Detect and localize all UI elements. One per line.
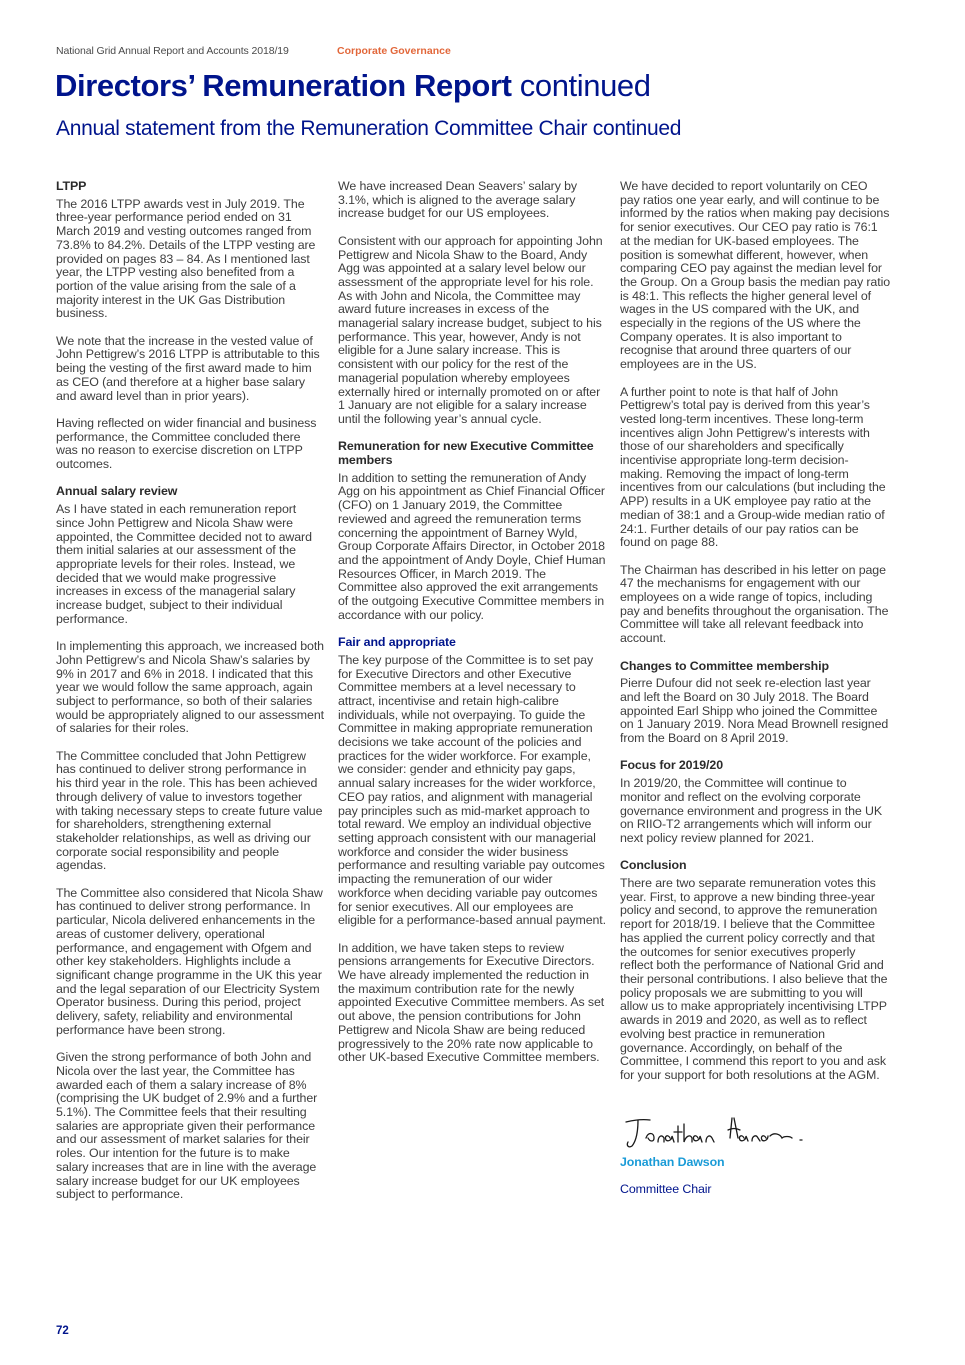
signature-icon <box>620 1108 820 1152</box>
heading-annual-salary-review: Annual salary review <box>56 484 178 499</box>
signatory-name: Jonathan Dawson <box>620 1155 725 1170</box>
paragraph: The Committee concluded that John Pettigrew has continued to deliver strong performance in his third year in the role. This has been achieved through delivery of value to investors together with taking necessary steps to create future value for shareholders, strengthening external stakeholder relationships, as well as driving our corporate social responsibility and people agendas. <box>56 748 323 873</box>
paragraph: We have increased Dean Seavers’ salary by 3.1%, which is aligned to the average salary increase budget for our US employees. <box>338 179 578 221</box>
heading-ltpp: LTPP <box>56 179 87 193</box>
column-3 <box>620 180 890 1211</box>
page-title <box>55 68 651 104</box>
paragraph: The Committee also considered that Nicola Shaw has continued to deliver strong performance. In particular, Nicola delivered enhancements in the areas of customer delivery, operational performance, and engagement with Ofgem and other key stakeholders. Highlights include a significant change programme in the UK this year and the legal separation of our Electricity System Operator business. During this period, project delivery, safety, reliability and environmental performance have been strong. <box>56 885 323 1037</box>
paragraph: In implementing this approach, we increased both John Pettigrew’s and Nicola Shaw’s salaries by 9% in 2017 and 6% in 2018. I indicated that this year we would follow the same approach, again subject to performance, so both of their salaries would be appropriately aligned to our assessment of salaries for their roles. <box>56 639 324 736</box>
column-1 <box>56 180 324 1216</box>
heading-committee-membership-changes: Changes to Committee membership <box>620 658 829 673</box>
paragraph: Consistent with our approach for appointing John Pettigrew and Nicola Shaw to the Board, Andy Agg was appointed at a salary level below our assessment of the appropriate level for his role. As with John and Nicola, the Committee may award future increases in excess of the managerial salary increase budget, subject to his performance. This year, however, Andy is not eligible for a June salary increase. This is consistent with our policy for the rest of the managerial population whereby employees externally hired or internally promoted on or after 1 January are not eligible for a salary increase until the following year’s annual cycle. <box>338 233 603 426</box>
heading-fair-and-appropriate: Fair and appropriate <box>338 635 456 650</box>
paragraph: A further point to note is that half of John Pettigrew’s total pay is derived from this year’s vested long-term incentives. These long-term incentives align John Pettigrew’s interests with those of our shareholders and specifically incentivise appropriate long-term decision-making. Removing the impact of long-term incentives from our calculations (but including the APP) results in a UK employee pay ratio at the median of 38:1 and a Group-wide median ratio of 24:1. Further details of our pay ratios can be found on page 88. <box>620 384 886 550</box>
page-title-light: continued <box>511 68 651 103</box>
paragraph: In addition to setting the remuneration of Andy Agg on his appointment as Chief Financial Officer (CFO) on 1 January 2019, the Committee reviewed and agreed the remuneration terms concerning the appointment of Barney Wyld, Group Corporate Affairs Director, in October 2018 and the appointment of Andy Doyle, Chief Human Resources Officer, in March 2019. The Committee also approved the exit arrangements of the outgoing Executive Committee members in accordance with our policy. <box>338 470 606 622</box>
column-2 <box>338 180 606 1079</box>
paragraph: We have decided to report voluntarily on CEO pay ratios one year early, and will continue to be informed by the ratios when making pay decisions for senior executives. Our CEO pay ratio is 76:1 at the median for UK-based employees. The position is somewhat different, however, when comparing CEO pay against the median level for the Group. On a Group basis the median pay ratio is 48:1. This reflects the higher general level of wages in the US compared with the UK, and especially in the regions of the US where the Company operates. It is also important to recognise that around three quarters of our employees are in the US. <box>620 179 891 372</box>
paragraph: In 2019/20, the Committee will continue to monitor and reflect on the evolving corporate governance environment and progress in the UK on RIIO-T2 arrangements which will inform our next policy review planned for 2021. <box>620 776 883 845</box>
paragraph: The key purpose of the Committee is to set pay for Executive Directors and other Executive Committee members at a level necessary to attract, incentivise and retain high-calibre individuals, while not overpaying. To guide the Committee in making appropriate remuneration decisions we take account of the policies and practices for the wider workforce. For example, we consider: gender and ethnicity pay gaps, annual salary increases for the wider workforce, CEO pay ratios, and alignment with managerial pay principles such as mid-market approach to total reward. We employ an individual objective setting approach consistent with our managerial workforce and consider the wider business performance and resulting variable pay outcomes impacting the remuneration of our wider workforce when deciding variable pay outcomes for senior executives. All our employees are eligible for a performance-based annual payment. <box>338 652 606 928</box>
paragraph: Pierre Dufour did not seek re-election last year and left the Board on 30 July 2018. The Board appointed Earl Shipp who joined the Committee on 1 January 2019. Nora Mead Brownell resigned from the Board on 8 April 2019. <box>620 676 889 746</box>
paragraph: In addition, we have taken steps to review pensions arrangements for Executive Directors. We have already implemented the reduction in the maximum contribution rate for the newly appointed Executive Committee members. As set out above, the pension contributions for John Pettigrew and Nicola Shaw are being reduced progressively to the 20% rate now applicable to other UK-based Executive Committee members. <box>338 940 605 1065</box>
paragraph: The 2016 LTPP awards vest in July 2019. The three-year performance period ended on 31 March 2019 and vesting outcomes ranged from 73.8% to 84.2%. Details of the LTPP vesting are provided on pages 83 – 84. As I mentioned last year, the LTPP vesting also benefited from a portion of the value arising from the sale of a majority interest in the UK Gas Distribution business. <box>56 196 316 321</box>
page-number: 72 <box>56 1325 69 1337</box>
paragraph: As I have stated in each remuneration report since John Pettigrew and Nicola Shaw were appointed, the Committee decided not to award them initial salaries at our assessment of the appropriate levels for their roles. Instead, we decided that we would make progressive increases in excess of the managerial salary increase budget, subject to their individual performance. <box>56 502 312 626</box>
heading-new-executive-remuneration: Remuneration for new Executive Committee members <box>338 439 594 468</box>
page-subtitle: Annual statement from the Remuneration Committee Chair continued <box>56 117 682 140</box>
paragraph: We note that the increase in the vested value of John Pettigrew’s 2016 LTPP is attributable to this being the vesting of the first award made to him as CEO (and therefore at a higher base salary and award level than in prior years). <box>56 333 320 403</box>
running-section: Corporate Governance <box>337 45 451 57</box>
paragraph: Given the strong performance of both John and Nicola over the last year, the Committee has awarded each of them a salary increase of 8% (comprising the UK budget of 2.9% and a further 5.1%). The Committee feels that their resulting salaries are appropriate given their performance and our assessment of market salaries for their roles. Our intention for the future is to make salary increases that are in line with the average salary increase budget for our UK employees subject to performance. <box>56 1050 318 1202</box>
paragraph: Having reflected on wider financial and business performance, the Committee concluded there was no reason to exercise discretion on LTPP outcomes. <box>56 415 317 472</box>
paragraph: There are two separate remuneration votes this year. First, to approve a new binding three-year policy and second, to approve the remuneration report for 2018/19. I believe that the Committee has applied the current policy correctly and that the outcomes for senior executives properly reflect both the performance of National Grid and their personal contributions. I also believe that the policy proposals we are submitting to you will allow us to make appropriately incentivising LTPP awards in 2019 and 2020, as well as to reflect evolving best practice in remuneration governance. Accordingly, on behalf of the Committee, I commend this report to you and ask for your support for both resolutions at the AGM. <box>620 876 888 1082</box>
paragraph: The Chairman has described in his letter on page 47 the mechanisms for engagement with our employees on a wide range of topics, including pay and benefits throughout the organisation. The Committee will take all relevant feedback into account. <box>620 562 889 646</box>
heading-focus-2019-20: Focus for 2019/20 <box>620 758 723 773</box>
running-head: National Grid Annual Report and Accounts 2018/19 <box>56 45 289 57</box>
page-title-bold: Directors’ Remuneration Report <box>55 68 512 103</box>
signatory-role: Committee Chair <box>620 1182 712 1197</box>
heading-conclusion: Conclusion <box>620 858 687 873</box>
